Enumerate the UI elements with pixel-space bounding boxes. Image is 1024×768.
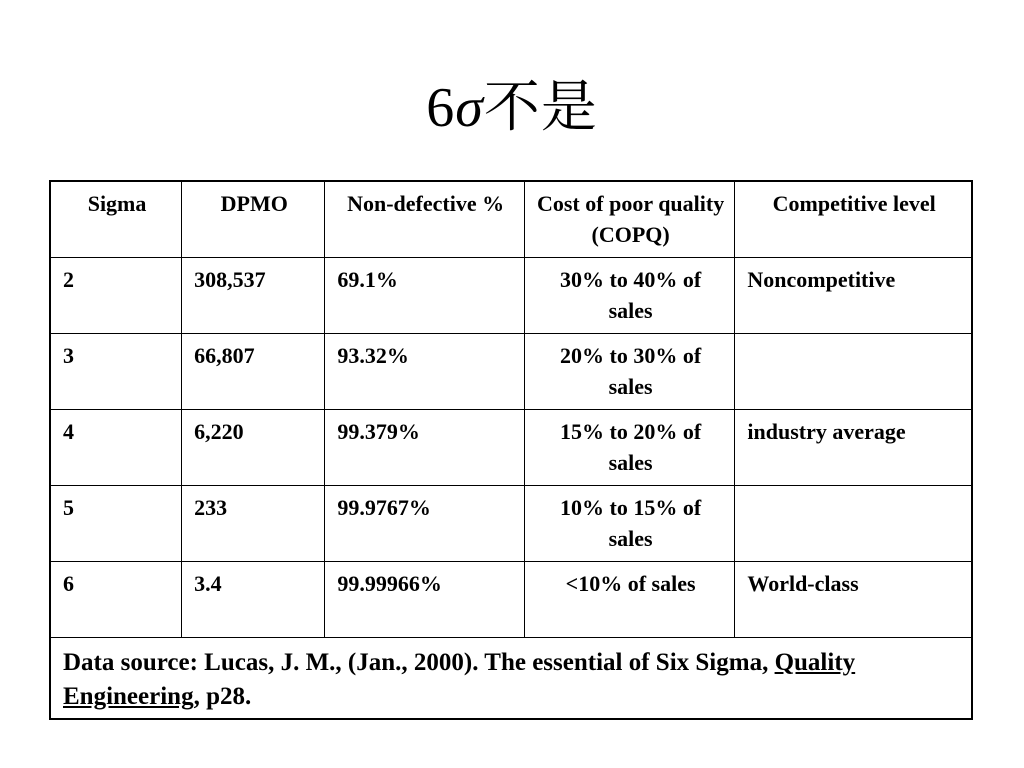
- cell-competitive-level: World-class: [735, 562, 972, 638]
- header-copq: Cost of poor quality (COPQ): [524, 181, 735, 258]
- title-prefix: 6: [426, 77, 456, 139]
- cell-competitive-level: [735, 334, 972, 410]
- cell-copq: 30% to 40% of sales: [524, 258, 735, 334]
- table-row: [50, 258, 972, 334]
- source-journal: Quality Engineering: [63, 649, 856, 710]
- cell-sigma: 6: [50, 562, 182, 638]
- sigma-table: [49, 180, 973, 720]
- table-row: [50, 562, 972, 638]
- header-sigma: Sigma: [50, 181, 182, 258]
- source-row: [50, 638, 972, 720]
- source-page: , p28.: [193, 683, 252, 710]
- cell-sigma: 2: [50, 258, 182, 334]
- header-competitive-level: Competitive level: [735, 181, 972, 258]
- cell-competitive-level: [735, 486, 972, 562]
- cell-copq: 10% to 15% of sales: [524, 486, 735, 562]
- cell-copq: <10% of sales: [524, 562, 735, 638]
- slide-title: [0, 72, 1024, 144]
- cell-competitive-level: industry average: [735, 410, 972, 486]
- table-row: [50, 334, 972, 410]
- cell-dpmo: 233: [182, 486, 325, 562]
- cell-sigma: 4: [50, 410, 182, 486]
- cell-dpmo: 66,807: [182, 334, 325, 410]
- cell-dpmo: 3.4: [182, 562, 325, 638]
- source-text: Data source: Lucas, J. M., (Jan., 2000). The essential of Six Sigma,: [63, 649, 775, 676]
- cell-non-defective: 99.9767%: [325, 486, 524, 562]
- table-row: [50, 486, 972, 562]
- cell-dpmo: 308,537: [182, 258, 325, 334]
- cell-sigma: 3: [50, 334, 182, 410]
- header-dpmo: DPMO: [182, 181, 325, 258]
- table-row: [50, 410, 972, 486]
- cell-non-defective: 99.379%: [325, 410, 524, 486]
- sigma-symbol: σ: [455, 77, 484, 139]
- title-suffix: 不是: [483, 77, 598, 139]
- cell-dpmo: 6,220: [182, 410, 325, 486]
- cell-competitive-level: Noncompetitive: [735, 258, 972, 334]
- cell-non-defective: 99.99966%: [325, 562, 524, 638]
- cell-non-defective: 93.32%: [325, 334, 524, 410]
- data-source-note: [50, 638, 972, 720]
- cell-copq: 15% to 20% of sales: [524, 410, 735, 486]
- cell-sigma: 5: [50, 486, 182, 562]
- header-non-defective: Non-defective %: [325, 181, 524, 258]
- cell-non-defective: 69.1%: [325, 258, 524, 334]
- table-header-row: [50, 181, 972, 258]
- cell-copq: 20% to 30% of sales: [524, 334, 735, 410]
